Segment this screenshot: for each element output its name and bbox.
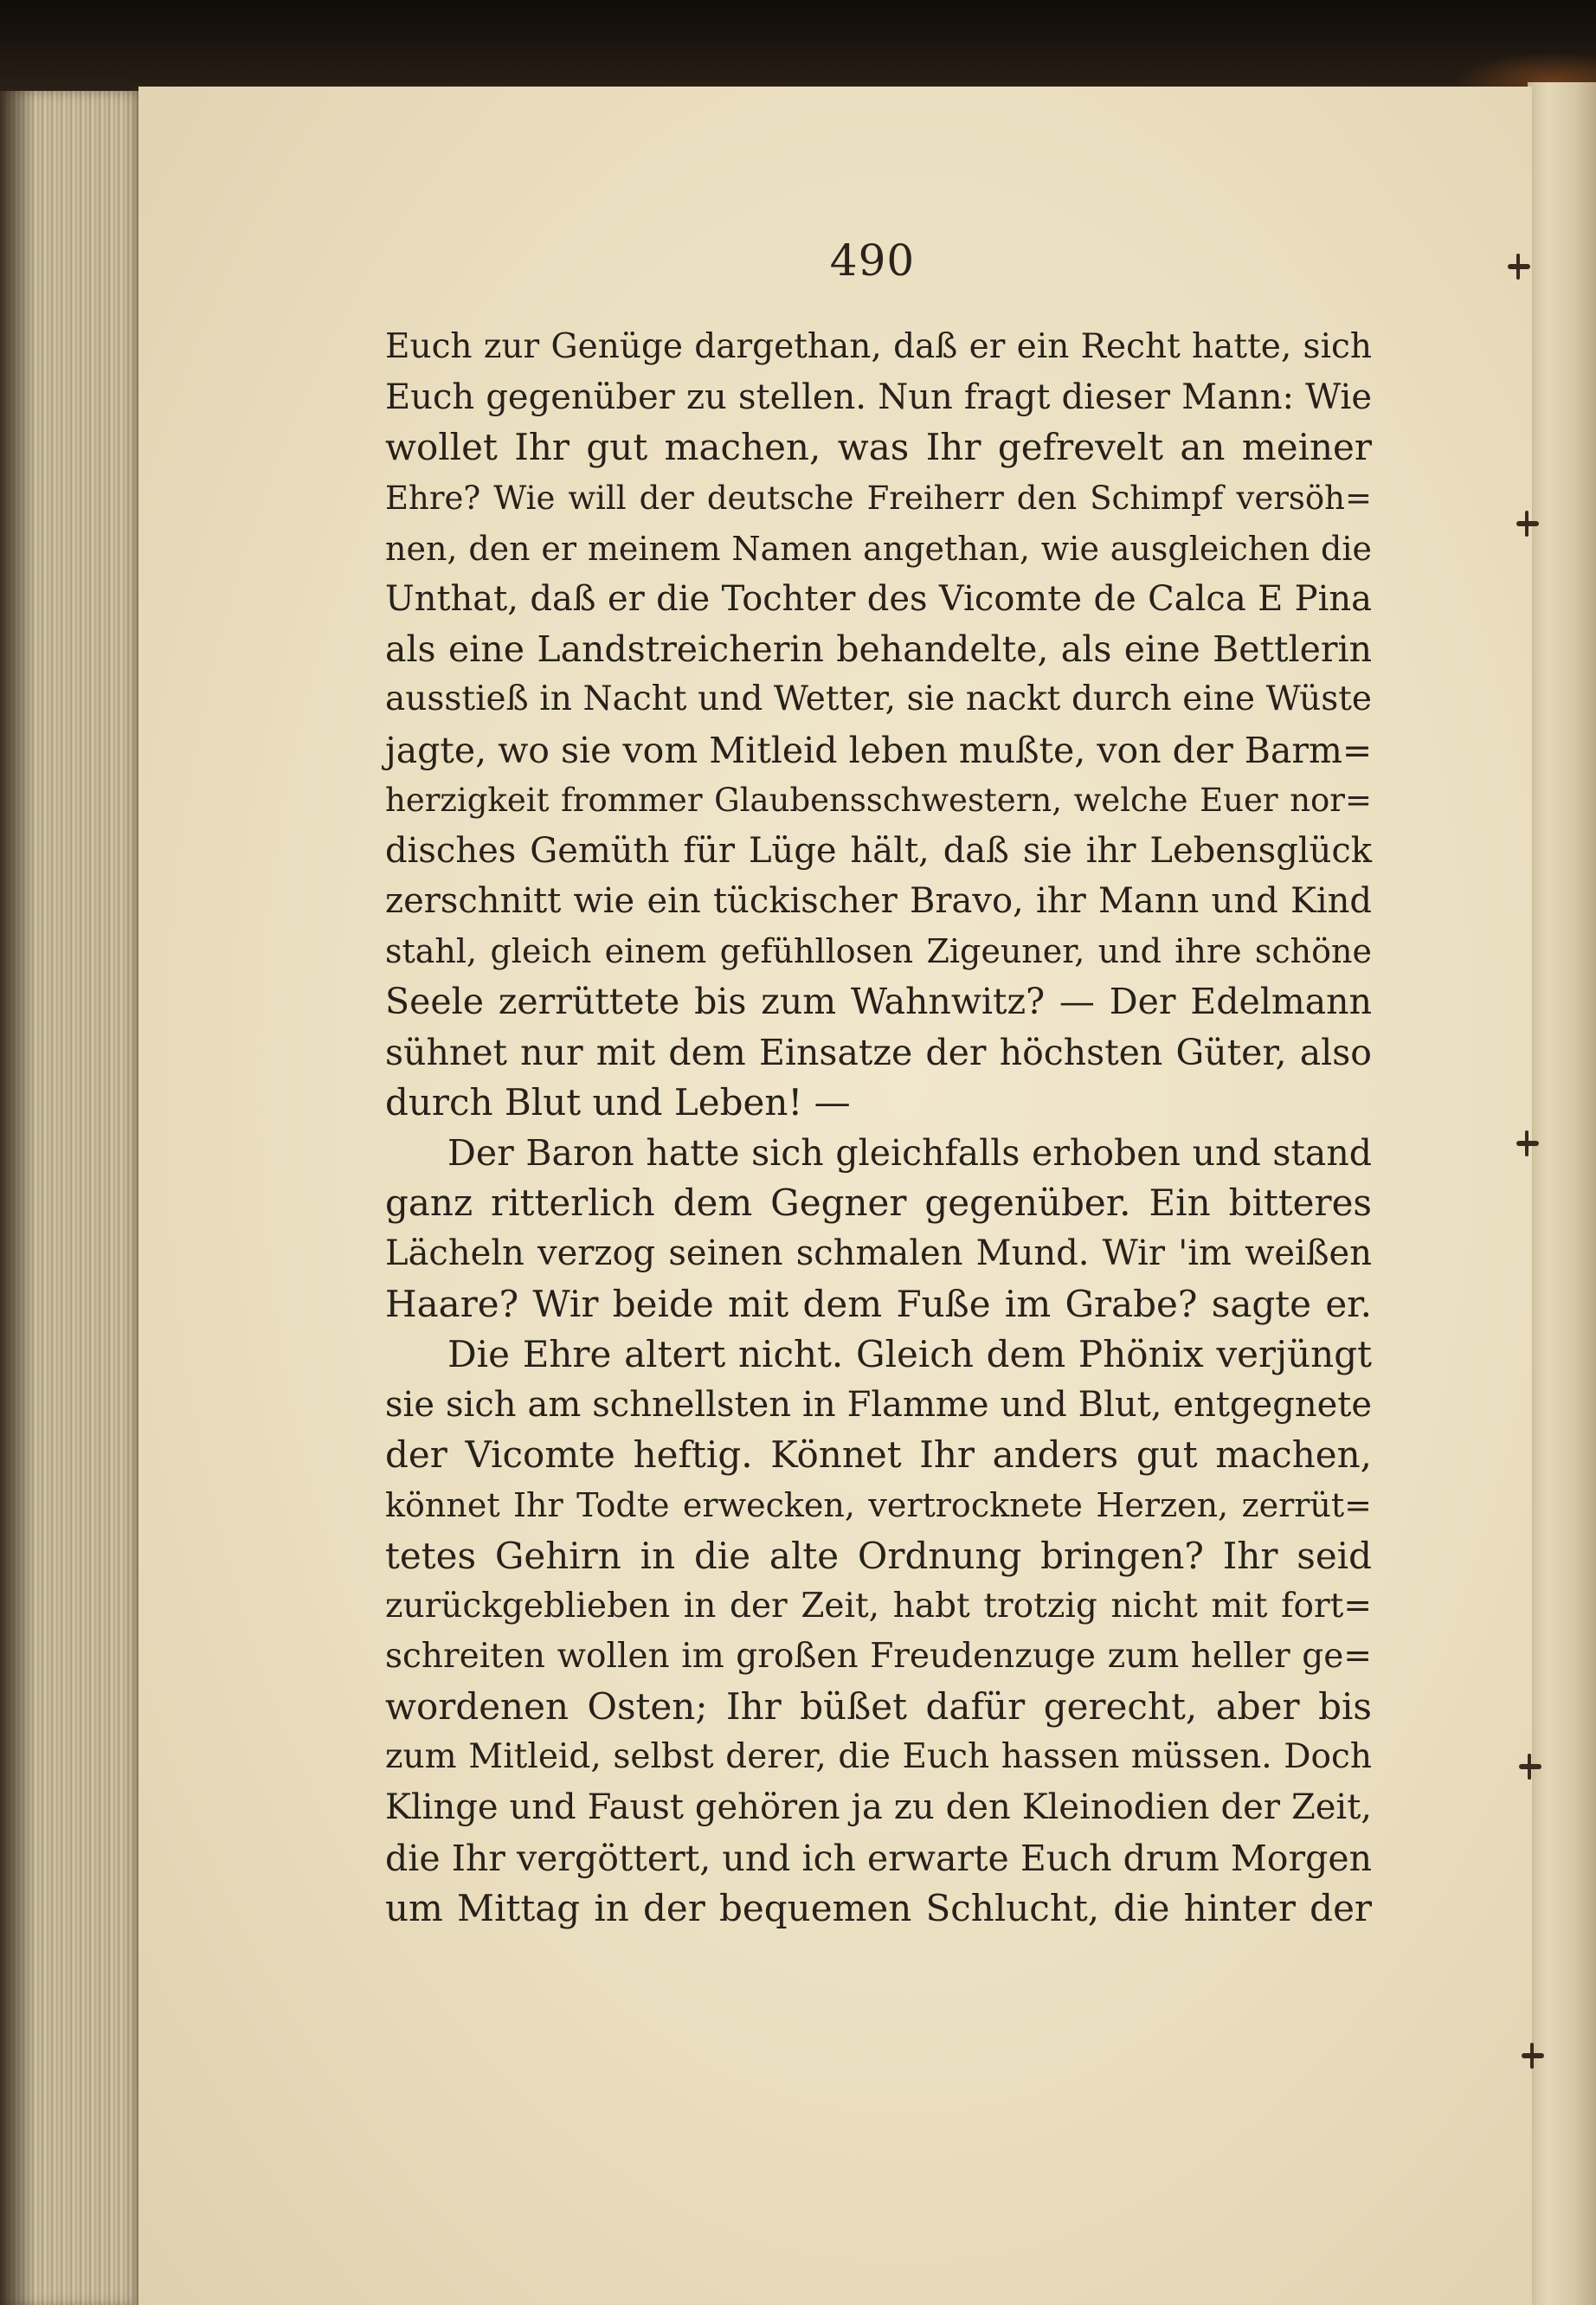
text-line: Euch zur Genüge dargethan, daß er ein Recht hatte, sich [385,327,1372,366]
binding-thread-mark [1519,1764,1541,1769]
text-line: zum Mitleid, selbst derer, die Euch hassen müssen. Doch [385,1737,1372,1777]
text-line: Seele zerrüttete bis zum Wahnwitz? — Der Edelmann [385,981,1372,1023]
text-line: Der Baron hatte sich gleichfalls erhoben und stand [447,1132,1372,1174]
body-text [385,322,1372,1934]
stacked-page-edges [0,91,151,2305]
text-line: Unthat, daß er die Tochter des Vicomte de Calca E Pina [385,578,1372,619]
text-line: als eine Landstreicherin behandelte, als eine Bettlerin [385,628,1372,671]
text-line: Lächeln verzog seinen schmalen Mund. Wir 'im weißen [385,1233,1372,1274]
spine-edge [1528,82,1596,2305]
text-line: Haare? Wir beide mit dem Fuße im Grabe? sagte er. [385,1282,1372,1325]
text-line: sie sich am schnellsten in Flamme und Blut, entgegnete [385,1384,1372,1425]
text-line: die Ihr vergöttert, und ich erwarte Euch drum Morgen [385,1837,1372,1879]
text-line: disches Gemüth für Lüge hält, daß sie ihr Lebensglück [385,830,1372,871]
text-line: Euch gegenüber zu stellen. Nun fragt dieser Mann: Wie [385,377,1372,418]
text-line: zerschnitt wie ein tückischer Bravo, ihr Mann und Kind [385,881,1372,922]
text-line: schreiten wollen im großen Freudenzuge zum heller ge= [385,1636,1372,1676]
text-line: Ehre? Wie will der deutsche Freiherr den Schimpf versöh= [385,479,1372,517]
binding-thread-mark [1522,2053,1544,2058]
text-line: jagte, wo sie vom Mitleid leben mußte, von der Barm= [385,729,1373,771]
text-line: wordenen Osten; Ihr büßet dafür gerecht, aber bis [385,1685,1372,1729]
binding-thread-mark [1516,1141,1539,1146]
text-line: ganz ritterlich dem Gegner gegenüber. Ein bitteres [385,1181,1372,1225]
text-line: durch Blut und Leben! — [385,1080,851,1124]
text-line: Die Ehre altert nicht. Gleich dem Phönix verjüngt [447,1332,1372,1375]
text-line: wollet Ihr gut machen, was Ihr gefrevelt an meiner [385,426,1372,469]
text-line: zurückgeblieben in der Zeit, habt trotzig nicht mit fort= [385,1586,1372,1626]
text-line: der Vicomte heftig. Könnet Ihr anders gut machen, [385,1433,1372,1477]
text-line: herzigkeit frommer Glaubensschwestern, welche Euer nor= [385,781,1372,819]
text-line: um Mittag in der bequemen Schlucht, die hinter der [385,1886,1372,1929]
book-cover-edge [0,0,1596,95]
text-line: sühnet nur mit dem Einsatze der höchsten Güter, also [385,1031,1372,1073]
text-line: nen, den er meinem Namen angethan, wie ausgleichen die [385,529,1372,568]
text-line: Klinge und Faust gehören ja zu den Kleinodien der Zeit, [385,1787,1372,1828]
page-number: 490 [829,235,916,286]
text-line: stahl, gleich einem gefühllosen Zigeuner, und ihre schöne [385,932,1372,971]
text-line: könnet Ihr Todte erwecken, vertrocknete Herzen, zerrüt= [385,1486,1372,1525]
text-line: ausstieß in Nacht und Wetter, sie nackt durch eine Wüste [385,679,1372,719]
text-line: tetes Gehirn in die alte Ordnung bringen? Ihr seid [385,1534,1372,1577]
binding-thread-mark [1516,521,1539,526]
